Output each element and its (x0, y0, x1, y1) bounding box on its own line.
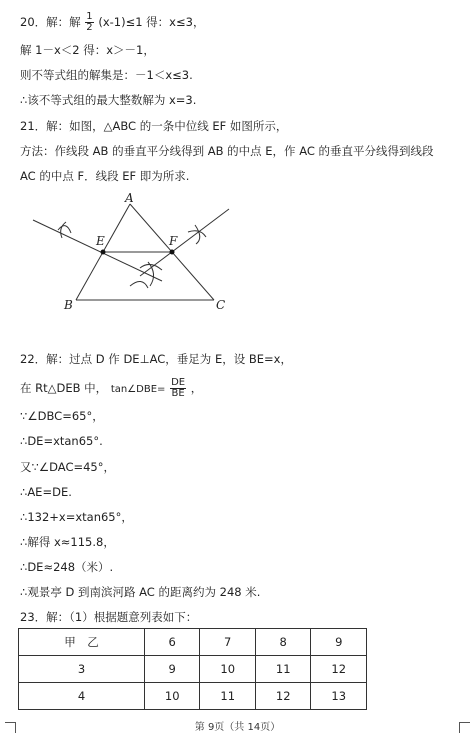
q22-line-1: 22．解：过点 D 作 DE⊥AC，垂足为 E，设 BE=x， (20, 352, 292, 366)
q21-line-2: 方法：作线段 AB 的垂直平分线得到 AB 的中点 E，作 AC 的垂直平分线得到线段 (20, 144, 434, 158)
label-c: C (216, 298, 226, 312)
fraction-one-half: $\frac{1}{2}$ (86, 11, 93, 33)
table-cell: 12 (255, 683, 311, 710)
q20-line-2: 解 1－x＜2 得：x＞－1， (20, 43, 155, 57)
q21-line-1: 21．解：如图，△ABC 的一条中位线 EF 如图所示， (20, 119, 288, 133)
q23-line-1: 23．解：（1）根据题意列表如下： (20, 610, 198, 624)
table-cell: 10 (144, 683, 200, 710)
label-b: B (64, 298, 73, 312)
table-cell: 12 (311, 656, 367, 683)
q22-text-a: 在 Rt△DEB 中， (20, 381, 108, 395)
table-header-cell: 甲 乙 (19, 629, 145, 656)
table-row (19, 629, 367, 656)
arc-mark-1 (58, 226, 71, 233)
point-f (170, 250, 175, 255)
q20-line-1 (20, 12, 204, 33)
table-header-cell: 7 (200, 629, 256, 656)
table-row (19, 656, 367, 683)
arc-mark-6 (148, 262, 154, 286)
q21-line-3: AC 的中点 F．线段 EF 即为所求. (20, 169, 190, 183)
sum-table (18, 628, 367, 710)
label-a: A (125, 191, 134, 205)
q22-line-4: ∴DE=xtan65°. (20, 434, 103, 448)
q22-text-c: ， (190, 381, 203, 395)
q22-line-8: ∴解得 x≈115.8， (20, 535, 115, 549)
table-cell: 11 (255, 656, 311, 683)
arc-mark-4 (188, 231, 206, 237)
label-e: E (96, 234, 105, 248)
q22-line-5: 又∵∠DAC=45°， (20, 460, 115, 474)
table-row (19, 683, 367, 710)
label-f: F (169, 234, 178, 248)
perp-bisector-ab (33, 220, 162, 281)
triangle-construction-figure (0, 190, 475, 320)
q20-line-3: 则不等式组的解集是：－1＜x≤3. (20, 68, 193, 82)
table-cell: 13 (311, 683, 367, 710)
q22-line-7: ∴132+x=xtan65°， (20, 510, 133, 524)
q22-line-10: ∴观景亭 D 到南滨河路 AC 的距离约为 248 米. (20, 585, 261, 599)
q22-tan-expr: tan∠DBE= (110, 384, 166, 395)
q20-text-a: 20．解：解 (20, 15, 81, 29)
page-footer: 第 9页（共 14页） (194, 722, 281, 733)
q22-line-9: ∴DE≈248（米）. (20, 560, 114, 574)
table-cell: 11 (200, 683, 256, 710)
fraction-de-over-be: $\frac{DE}{BE}$ (171, 377, 186, 399)
table-header-cell: 9 (311, 629, 367, 656)
table-cell: 9 (144, 656, 200, 683)
table-cell: 3 (19, 656, 145, 683)
arc-mark-5 (130, 281, 148, 288)
table-header-cell: 6 (144, 629, 200, 656)
table-cell: 10 (200, 656, 256, 683)
table-cell: 4 (19, 683, 145, 710)
q20-line-4: ∴该不等式组的最大整数解为 x=3. (20, 93, 197, 107)
q22-line-2 (20, 378, 202, 399)
point-e (101, 250, 106, 255)
table-header-cell: 8 (255, 629, 311, 656)
q22-line-3: ∵∠DBC=65°， (20, 409, 104, 423)
q22-line-6: ∴AE=DE. (20, 485, 72, 499)
q20-text-b: (x-1)≤1 得：x≤3， (98, 15, 205, 29)
